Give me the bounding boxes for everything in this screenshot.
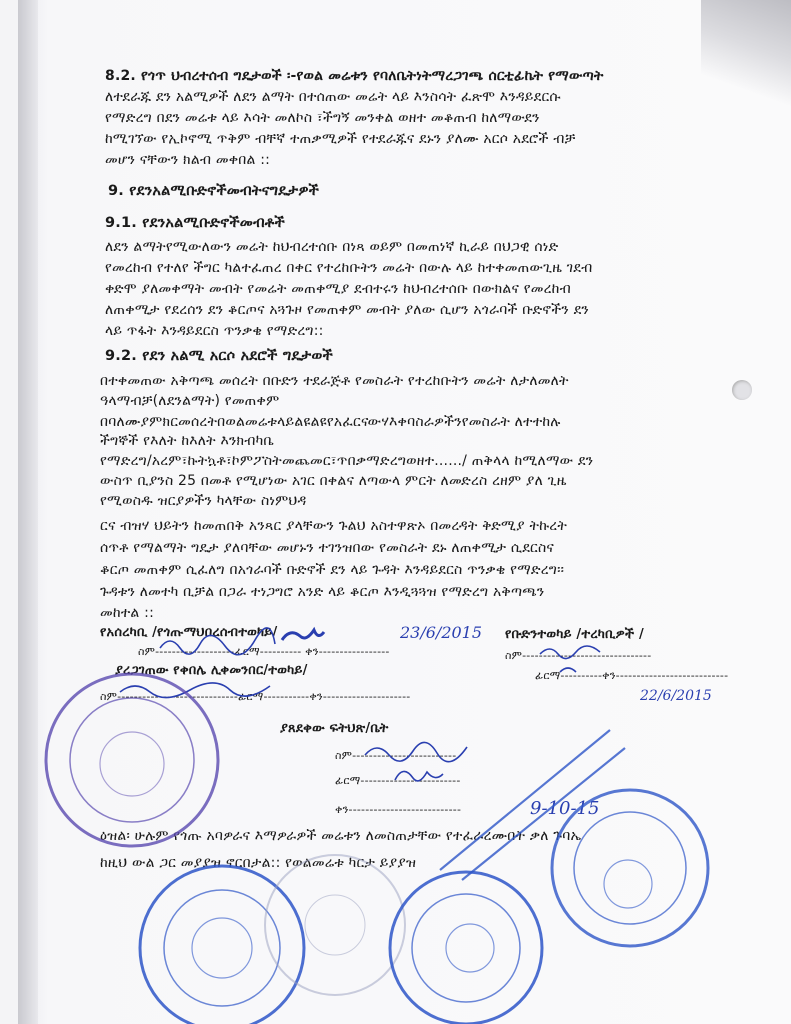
para-line: ከሚገኘው የኢኮኖሚ ጥቅም ብቸኛ ተጠቃሚዎች የተደራጁና ደኑን ያለሙ አርሶ አደሮች ብቻ — [105, 131, 576, 147]
para-line: ጉዳቱን ለመተካ ቢቻል በጋራ ተነጋግሮ አንድ ላይ ቆርጦ እንዲጓጓዝ የማድረግ አቅጣጫን — [100, 584, 545, 600]
para-line: በተቀመጠው አቅጣጫ መሰረት በቡድን ተደራጅቶ የመስራት የተረከቡትን መሬት ለታለመለት — [100, 373, 569, 389]
receiver-name-signature — [540, 646, 600, 659]
note-line: ከዚህ ውል ጋር መያያዝ ኖርበታል:: የወልመሬቱ ካርታ ይያያዝ — [100, 855, 417, 871]
para-line: ለደን ልማትየሚውለውን መሬት ከህብረተሰቡ በነጻ ወይም በመጠነኛ ኪራይ በህጋዊ ሰነድ — [105, 239, 559, 255]
official-stamp-blue-right — [552, 790, 708, 946]
handover-signature — [282, 630, 324, 640]
para-line: ለጠቀሚታ የደረሰን ደን ቆርጦና አጓጉዞ የመጠቀም መብት ያለው ሲሆን አጎራባች ቡድኖችን ደን — [105, 302, 589, 318]
official-stamp-faint — [265, 855, 405, 995]
official-stamp-blue-center — [390, 872, 542, 1024]
para-line: የማድረግ/አረም፣ኩትኳቶ፣ኮምፖስትመጨመር፣ጥበቃማድረግወዘተ....../ ጠቅላላ ከሚለማው ደን — [100, 453, 594, 469]
para-line: በባለሙያምክርመሰረትበወልመሬቱላይልዩልዩየአፈርናውሃእቀባስራዎችንየመስራት ለተተከሉ — [100, 414, 561, 430]
section-9-1-heading: 9.1. የደንአልሚቡድኖችመብቶች — [105, 215, 285, 231]
kebele-label: ያረጋገጠው የቀበሌ ሊቀመንበር/ተወካይ/ — [115, 663, 308, 678]
para-line: ዓላማብቻ(ለደንልማት) የመጠቀም — [100, 393, 280, 409]
para-line: መከተል :: — [100, 605, 154, 621]
justice-date: 9-10-15 — [530, 798, 600, 819]
receiver-signature — [560, 668, 576, 672]
note-line: ዕዝል፡ ሁሉም የጎጡ አባዎራና እማዎራዎች መሬቱን ለመስጠታቸው የተፈራረሙበት ቃለ ጉባኤ — [100, 828, 582, 844]
justice-name-signature — [365, 742, 467, 761]
kebele-signature — [120, 683, 270, 698]
para-line: የመረከብ የተለየ ችግር ካልተፈጠረ በቀር የተረከቡትን መሬት በውሉ ላይ ከተቀመጠውጊዜ ገደብ — [105, 260, 593, 276]
para-line: ውስጥ ቢያንስ 25 በመቶ የሚሆነው አገር በቀልና ለጣውላ ምርት ለመድረስ ረዘም ያለ ጊዜ — [100, 473, 567, 489]
receiver-date: 22/6/2015 — [640, 688, 712, 704]
receiver-label: የቡድንተወካይ /ተረካቢዎች / — [505, 627, 644, 642]
receiver-fields: ፊርማ----------ቀን--------------------------- — [535, 669, 729, 682]
section-9-2-heading: 9.2. የደን አልሚ አርሶ አደሮች ግዴታወች — [105, 348, 333, 364]
handover-fields: ስም-------------------ፊርማ---------- ቀን----------------- — [138, 645, 390, 658]
justice-date-field: ቀን--------------------------- — [335, 803, 462, 816]
para-line: ቀድሞ ያለመቀማት መብት የመሬት መጠቀሚያ ደብተሩን ከህብረተሰቡ በውክልና የመረከብ — [105, 281, 571, 297]
para-line-text: 8.2. የጎጥ ህብረተሰብ ግዴታወች ፡-የወል መሬቱን የባለቤትነትማረጋገጫ ሰርቲፊኬት የማውጣት — [105, 68, 604, 84]
para-line: የሚወስዱ ዝርያዎችን ካላቸው ስነምህዳ — [100, 493, 307, 509]
justice-signature — [395, 771, 443, 780]
handwritten-signatures — [120, 628, 600, 781]
justice-office-label: ያጸደቀው ፍትህጽ/ቤት — [280, 721, 389, 736]
para-line: ለተደራጁ ደን አልሚዎች ለደን ልማት በተሰጠው መሬት ላይ እንስሳት ፈጽሞ እንዳይደርሱ — [105, 89, 561, 105]
kebele-fields: ስም-----------------------------ፊርማ-----------ቀን--------------------- — [100, 690, 411, 703]
para-line: ቆርጦ መጠቀም ሲፈለግ በአጎራባች ቡድኖች ደን ላይ ጉዳት እንዳይደርስ ጥንቃቄ የማድረግ፡፡ — [100, 562, 565, 578]
justice-sign-field: ፊርማ------------------------ — [335, 774, 461, 787]
para-line: ችግኞች የእለት ከእለት እንክብካቤ — [100, 433, 275, 449]
para-line: ርና ብዝሃ ህይትን ከመጠበቅ አንጻር ያላቸውን ጉልህ አስተዋጽኦ በመረዳት ቅድሚያ ትኩረት — [100, 518, 568, 534]
handover-name-signature — [160, 628, 275, 655]
para-line: መሆን ናቸውን ክልብ መቀበል :: — [105, 152, 271, 168]
para-line: ሰጥቶ የማልማት ግዴታ ያለባቸው መሆኑን ተገንዝበው የመስራት ደኑ ለጠቀሚታ ሲደርስና — [100, 540, 555, 556]
official-stamp-purple — [46, 674, 218, 846]
para-line: ላይ ጥፋት እንዳይደርስ ጥንቃቄ የማድረግ:: — [105, 323, 324, 339]
para-line: የማድረግ በደን መሬቱ ላይ እሳት መለኮስ ፣ችግኝ መንቀል ወዘተ መቆጠብ ከለማውደን — [105, 110, 540, 126]
justice-name-field: ስም------------------------- — [335, 749, 457, 762]
diagonal-ink-stamp — [440, 730, 625, 880]
receiver-name-field: ስም------------------------------- — [505, 649, 652, 662]
handover-label: የአሰረካቢ /የጎጡማህበረሰብተወካይ/ — [100, 625, 278, 640]
official-stamp-blue-left — [140, 866, 304, 1024]
section-9-heading: 9. የደንአልሚቡድኖችመብትናግዴታዎች — [108, 183, 320, 199]
handover-date: 23/6/2015 — [400, 623, 483, 642]
